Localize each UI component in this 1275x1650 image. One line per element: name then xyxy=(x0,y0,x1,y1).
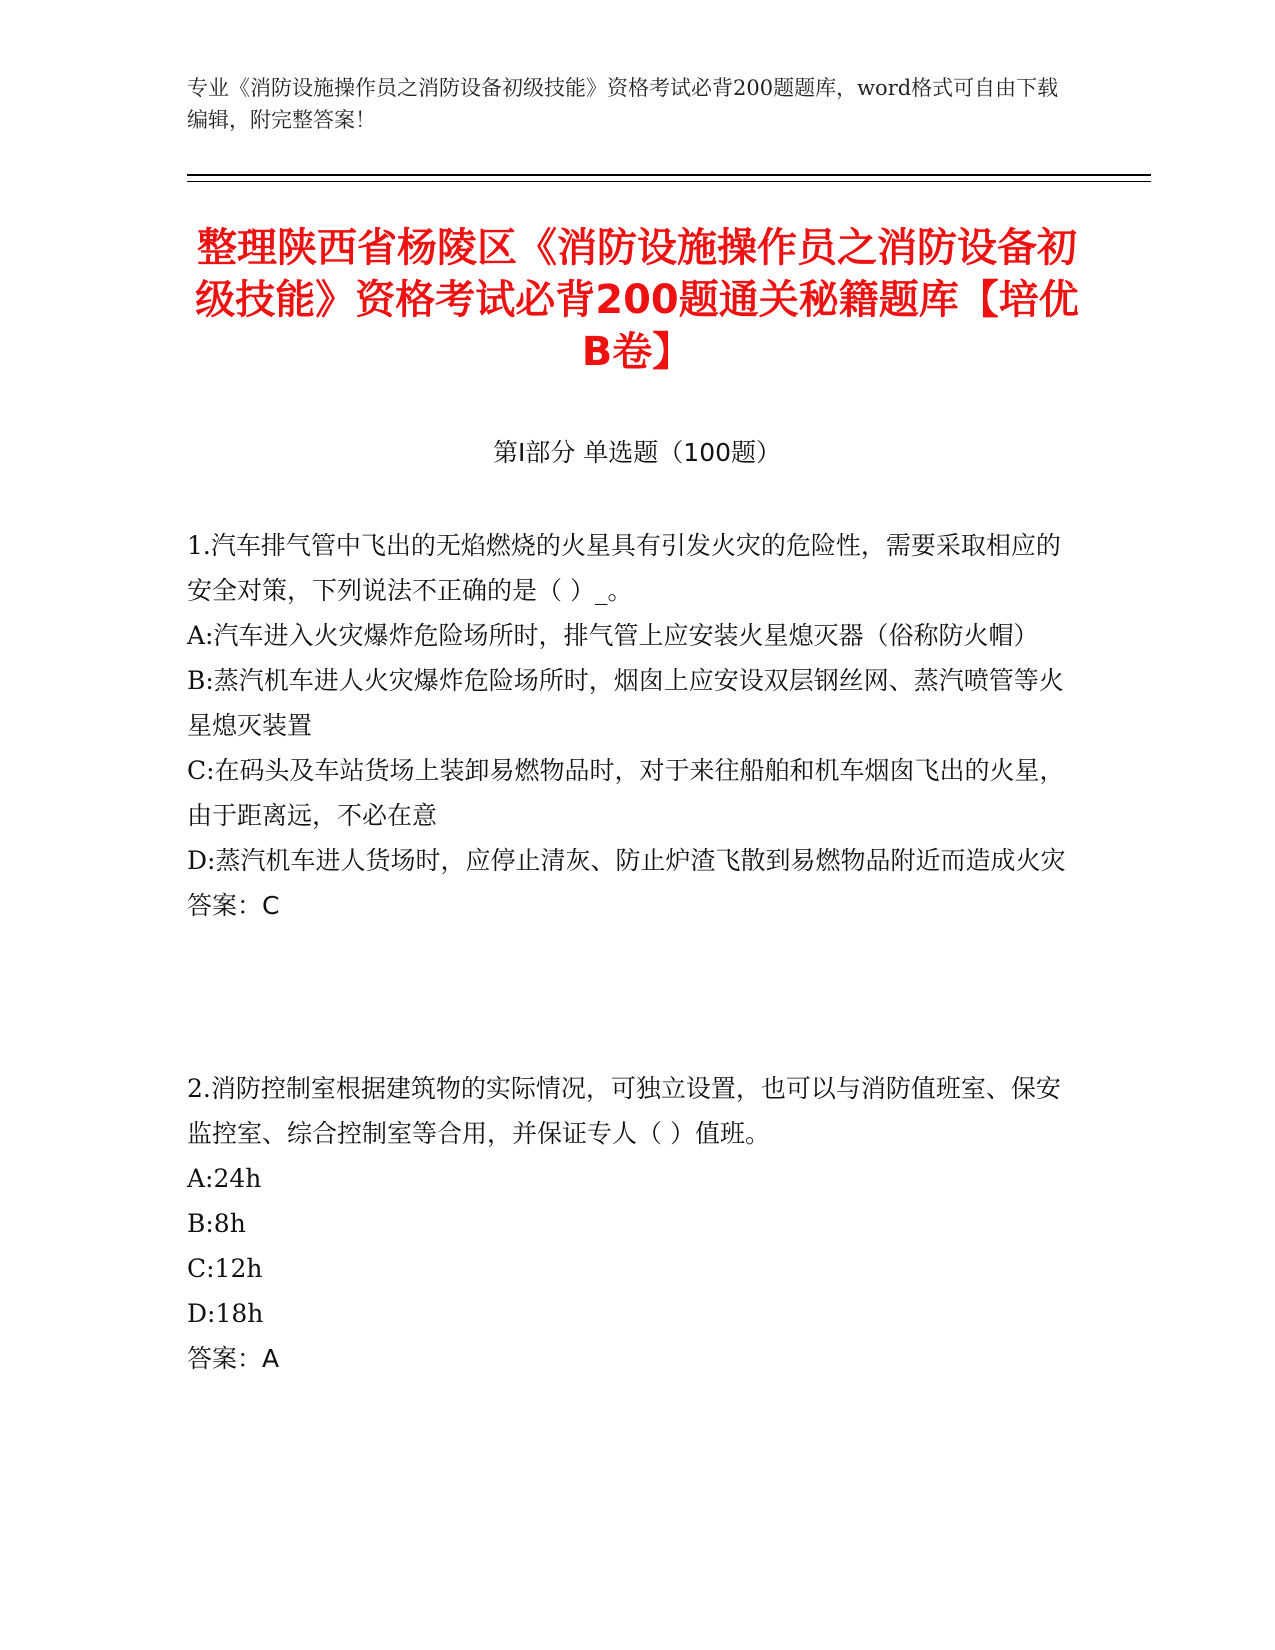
header-note: 专业《消防设施操作员之消防设备初级技能》资格考试必背200题题库，word格式可自由下载编辑，附完整答案！ xyxy=(187,76,1059,132)
header-divider-thick xyxy=(187,174,1151,176)
question-stem: 1.汽车排气管中飞出的无焰燃烧的火星具有引发火灾的危险性，需要采取相应的安全对策，下列说法不正确的是（ ）_。 xyxy=(187,531,1061,605)
document-title: 整理陕西省杨陵区《消防设施操作员之消防设备初级技能》资格考试必背200题通关秘籍题库【培优B卷】 xyxy=(195,225,1079,375)
section-heading: 第I部分 单选题（100题） xyxy=(492,438,782,467)
question-stem: 2.消防控制室根据建筑物的实际情况，可独立设置，也可以与消防值班室、保安监控室、综合控制室等合用，并保证专人（ ）值班。 xyxy=(187,1074,1061,1148)
answer-label: 答案：A xyxy=(187,1344,280,1373)
option-d: D:蒸汽机车进人货场时，应停止清灰、防止炉渣飞散到易燃物品附近而造成火灾 xyxy=(187,846,1066,875)
option-c: C:12h xyxy=(187,1254,263,1283)
answer-label: 答案：C xyxy=(187,891,280,920)
option-a: A:24h xyxy=(187,1164,262,1193)
option-b: B:8h xyxy=(187,1209,246,1238)
question-1 xyxy=(187,523,1067,928)
option-d: D:18h xyxy=(187,1299,264,1328)
question-2 xyxy=(187,1066,1067,1381)
option-c: C:在码头及车站货场上装卸易燃物品时，对于来往船舶和机车烟囱飞出的火星，由于距离远，不必在意 xyxy=(187,756,1065,830)
option-b: B:蒸汽机车进人火灾爆炸危险场所时，烟囱上应安设双层钢丝网、蒸汽喷管等火星熄灭装置 xyxy=(187,666,1064,740)
option-a: A:汽车进入火灾爆炸危险场所时，排气管上应安装火星熄灭器（俗称防火帽） xyxy=(187,621,1039,650)
header-divider-thin xyxy=(187,181,1151,182)
